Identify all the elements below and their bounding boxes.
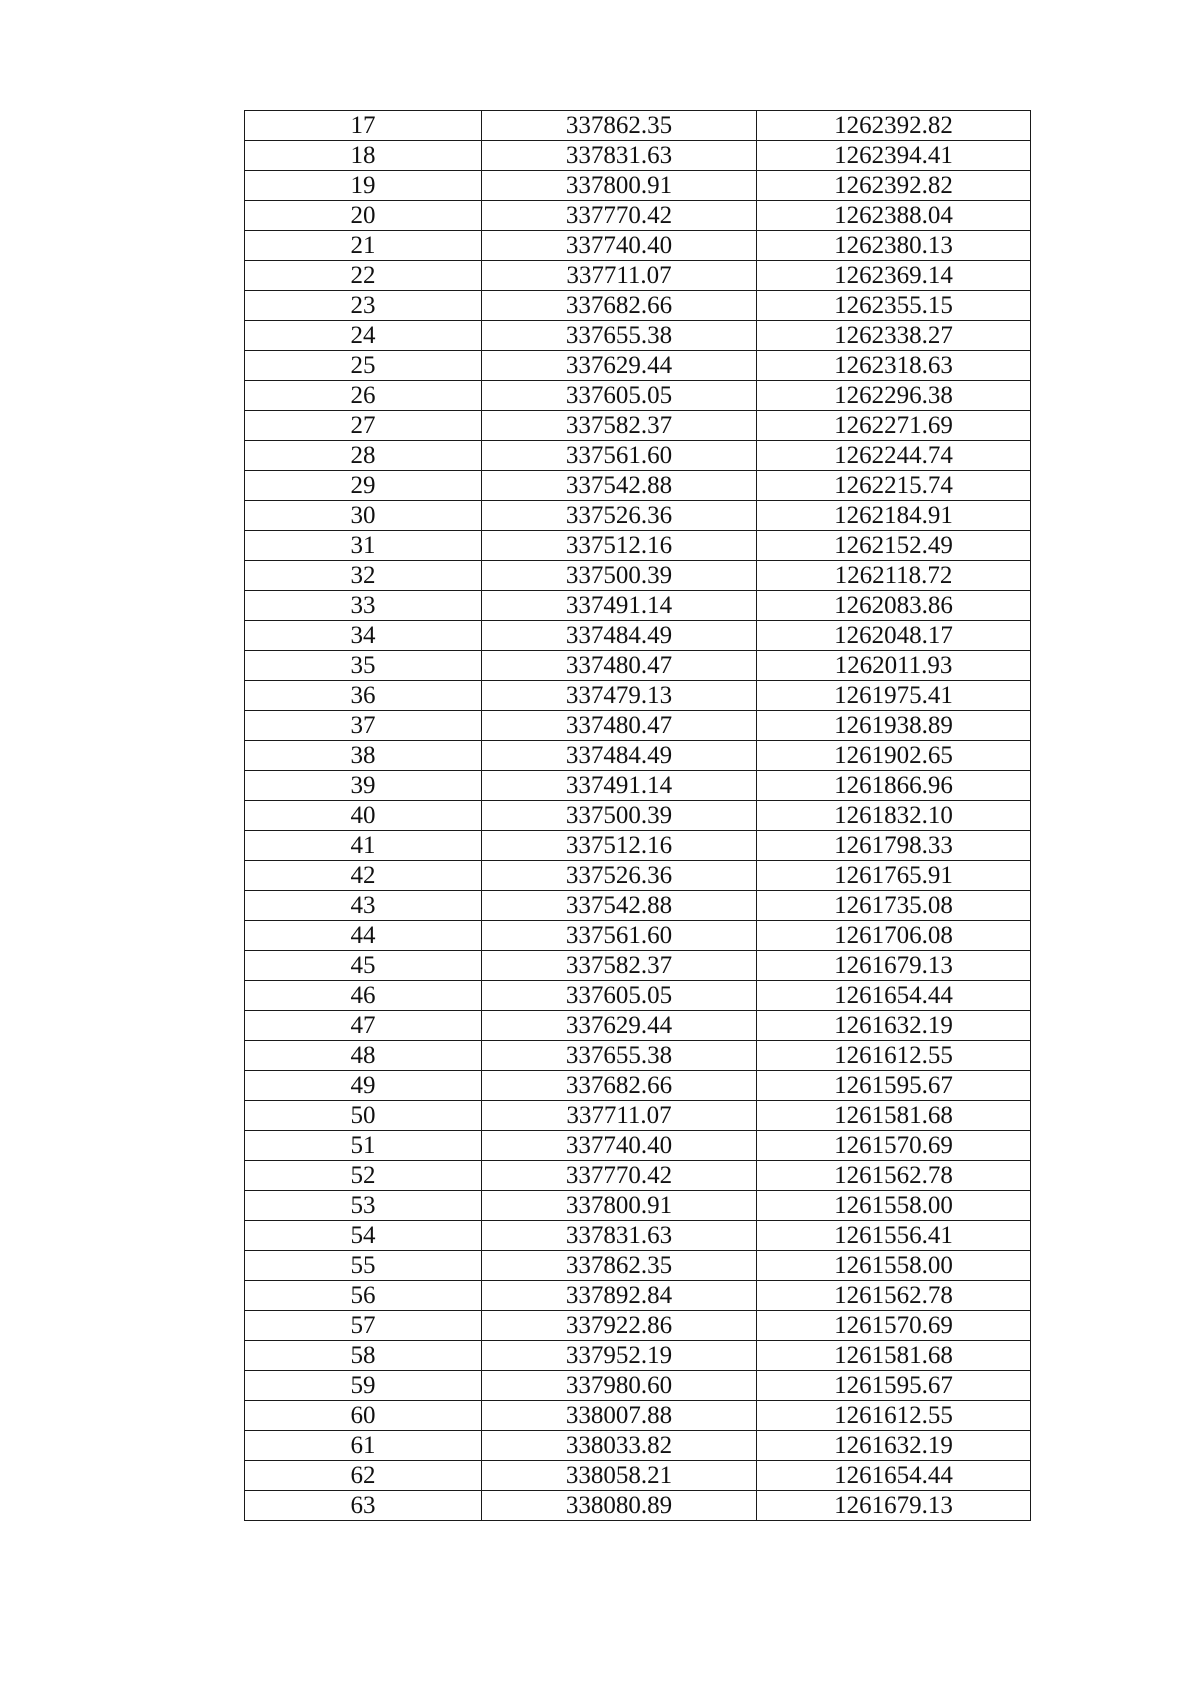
- table-row: [245, 561, 1031, 591]
- point-number-cell: 17: [245, 111, 482, 141]
- point-number-cell: 28: [245, 441, 482, 471]
- x-coordinate-cell: 338080.89: [482, 1491, 757, 1521]
- point-number-cell: 34: [245, 621, 482, 651]
- x-coordinate-cell: 337561.60: [482, 441, 757, 471]
- point-number-cell: 30: [245, 501, 482, 531]
- table-row: [245, 861, 1031, 891]
- table-row: [245, 831, 1031, 861]
- point-number-cell: 54: [245, 1221, 482, 1251]
- x-coordinate-cell: 337500.39: [482, 561, 757, 591]
- y-coordinate-cell: 1262048.17: [757, 621, 1031, 651]
- x-coordinate-cell: 337800.91: [482, 1191, 757, 1221]
- table-row: [245, 591, 1031, 621]
- table-row: [245, 1401, 1031, 1431]
- y-coordinate-cell: 1261798.33: [757, 831, 1031, 861]
- table-row: [245, 291, 1031, 321]
- y-coordinate-cell: 1261581.68: [757, 1101, 1031, 1131]
- point-number-cell: 38: [245, 741, 482, 771]
- point-number-cell: 18: [245, 141, 482, 171]
- y-coordinate-cell: 1262388.04: [757, 201, 1031, 231]
- table-row: [245, 1131, 1031, 1161]
- x-coordinate-cell: 337605.05: [482, 981, 757, 1011]
- point-number-cell: 53: [245, 1191, 482, 1221]
- table-row: [245, 741, 1031, 771]
- x-coordinate-cell: 337922.86: [482, 1311, 757, 1341]
- point-number-cell: 62: [245, 1461, 482, 1491]
- y-coordinate-cell: 1262152.49: [757, 531, 1031, 561]
- x-coordinate-cell: 337629.44: [482, 1011, 757, 1041]
- x-coordinate-cell: 337512.16: [482, 831, 757, 861]
- point-number-cell: 24: [245, 321, 482, 351]
- x-coordinate-cell: 337484.49: [482, 621, 757, 651]
- table-row: [245, 1071, 1031, 1101]
- x-coordinate-cell: 337711.07: [482, 1101, 757, 1131]
- x-coordinate-cell: 337892.84: [482, 1281, 757, 1311]
- y-coordinate-cell: 1261595.67: [757, 1371, 1031, 1401]
- point-number-cell: 23: [245, 291, 482, 321]
- table-row: [245, 951, 1031, 981]
- x-coordinate-cell: 337740.40: [482, 1131, 757, 1161]
- y-coordinate-cell: 1262380.13: [757, 231, 1031, 261]
- coordinate-table-body: [245, 111, 1031, 1521]
- x-coordinate-cell: 337542.88: [482, 891, 757, 921]
- y-coordinate-cell: 1261558.00: [757, 1251, 1031, 1281]
- x-coordinate-cell: 337980.60: [482, 1371, 757, 1401]
- table-row: [245, 111, 1031, 141]
- y-coordinate-cell: 1261581.68: [757, 1341, 1031, 1371]
- y-coordinate-cell: 1261612.55: [757, 1041, 1031, 1071]
- table-row: [245, 1461, 1031, 1491]
- point-number-cell: 61: [245, 1431, 482, 1461]
- point-number-cell: 29: [245, 471, 482, 501]
- point-number-cell: 57: [245, 1311, 482, 1341]
- table-row: [245, 681, 1031, 711]
- x-coordinate-cell: 337655.38: [482, 1041, 757, 1071]
- x-coordinate-cell: 337484.49: [482, 741, 757, 771]
- x-coordinate-cell: 338058.21: [482, 1461, 757, 1491]
- x-coordinate-cell: 337800.91: [482, 171, 757, 201]
- y-coordinate-cell: 1262394.41: [757, 141, 1031, 171]
- point-number-cell: 37: [245, 711, 482, 741]
- y-coordinate-cell: 1262083.86: [757, 591, 1031, 621]
- y-coordinate-cell: 1261612.55: [757, 1401, 1031, 1431]
- y-coordinate-cell: 1261654.44: [757, 1461, 1031, 1491]
- coordinate-table: [244, 110, 1031, 1521]
- y-coordinate-cell: 1262296.38: [757, 381, 1031, 411]
- point-number-cell: 27: [245, 411, 482, 441]
- x-coordinate-cell: 337512.16: [482, 531, 757, 561]
- x-coordinate-cell: 337682.66: [482, 1071, 757, 1101]
- point-number-cell: 33: [245, 591, 482, 621]
- x-coordinate-cell: 337682.66: [482, 291, 757, 321]
- point-number-cell: 49: [245, 1071, 482, 1101]
- x-coordinate-cell: 337831.63: [482, 141, 757, 171]
- point-number-cell: 45: [245, 951, 482, 981]
- y-coordinate-cell: 1261558.00: [757, 1191, 1031, 1221]
- y-coordinate-cell: 1261679.13: [757, 951, 1031, 981]
- x-coordinate-cell: 337770.42: [482, 201, 757, 231]
- y-coordinate-cell: 1261902.65: [757, 741, 1031, 771]
- table-row: [245, 1161, 1031, 1191]
- y-coordinate-cell: 1261570.69: [757, 1131, 1031, 1161]
- table-row: [245, 231, 1031, 261]
- table-row: [245, 141, 1031, 171]
- x-coordinate-cell: 337831.63: [482, 1221, 757, 1251]
- point-number-cell: 56: [245, 1281, 482, 1311]
- x-coordinate-cell: 337952.19: [482, 1341, 757, 1371]
- point-number-cell: 50: [245, 1101, 482, 1131]
- point-number-cell: 19: [245, 171, 482, 201]
- x-coordinate-cell: 337582.37: [482, 411, 757, 441]
- x-coordinate-cell: 337491.14: [482, 771, 757, 801]
- y-coordinate-cell: 1261866.96: [757, 771, 1031, 801]
- x-coordinate-cell: 337500.39: [482, 801, 757, 831]
- x-coordinate-cell: 337862.35: [482, 111, 757, 141]
- table-row: [245, 471, 1031, 501]
- y-coordinate-cell: 1261679.13: [757, 1491, 1031, 1521]
- y-coordinate-cell: 1261632.19: [757, 1431, 1031, 1461]
- x-coordinate-cell: 337479.13: [482, 681, 757, 711]
- x-coordinate-cell: 337862.35: [482, 1251, 757, 1281]
- point-number-cell: 46: [245, 981, 482, 1011]
- x-coordinate-cell: 337491.14: [482, 591, 757, 621]
- x-coordinate-cell: 338007.88: [482, 1401, 757, 1431]
- y-coordinate-cell: 1262184.91: [757, 501, 1031, 531]
- y-coordinate-cell: 1261556.41: [757, 1221, 1031, 1251]
- y-coordinate-cell: 1262118.72: [757, 561, 1031, 591]
- table-row: [245, 801, 1031, 831]
- y-coordinate-cell: 1261562.78: [757, 1281, 1031, 1311]
- y-coordinate-cell: 1261632.19: [757, 1011, 1031, 1041]
- table-row: [245, 351, 1031, 381]
- point-number-cell: 52: [245, 1161, 482, 1191]
- table-row: [245, 1191, 1031, 1221]
- y-coordinate-cell: 1262392.82: [757, 171, 1031, 201]
- table-row: [245, 771, 1031, 801]
- table-row: [245, 891, 1031, 921]
- point-number-cell: 63: [245, 1491, 482, 1521]
- x-coordinate-cell: 337711.07: [482, 261, 757, 291]
- point-number-cell: 55: [245, 1251, 482, 1281]
- table-row: [245, 261, 1031, 291]
- x-coordinate-cell: 337582.37: [482, 951, 757, 981]
- x-coordinate-cell: 338033.82: [482, 1431, 757, 1461]
- table-row: [245, 711, 1031, 741]
- table-row: [245, 531, 1031, 561]
- point-number-cell: 41: [245, 831, 482, 861]
- point-number-cell: 31: [245, 531, 482, 561]
- table-row: [245, 1491, 1031, 1521]
- point-number-cell: 35: [245, 651, 482, 681]
- point-number-cell: 60: [245, 1401, 482, 1431]
- point-number-cell: 44: [245, 921, 482, 951]
- y-coordinate-cell: 1262355.15: [757, 291, 1031, 321]
- y-coordinate-cell: 1261595.67: [757, 1071, 1031, 1101]
- x-coordinate-cell: 337480.47: [482, 711, 757, 741]
- point-number-cell: 39: [245, 771, 482, 801]
- y-coordinate-cell: 1262244.74: [757, 441, 1031, 471]
- table-row: [245, 381, 1031, 411]
- y-coordinate-cell: 1261832.10: [757, 801, 1031, 831]
- x-coordinate-cell: 337561.60: [482, 921, 757, 951]
- x-coordinate-cell: 337629.44: [482, 351, 757, 381]
- x-coordinate-cell: 337526.36: [482, 501, 757, 531]
- point-number-cell: 21: [245, 231, 482, 261]
- table-row: [245, 621, 1031, 651]
- table-row: [245, 1431, 1031, 1461]
- point-number-cell: 25: [245, 351, 482, 381]
- x-coordinate-cell: 337526.36: [482, 861, 757, 891]
- table-row: [245, 171, 1031, 201]
- y-coordinate-cell: 1261765.91: [757, 861, 1031, 891]
- point-number-cell: 51: [245, 1131, 482, 1161]
- point-number-cell: 59: [245, 1371, 482, 1401]
- point-number-cell: 26: [245, 381, 482, 411]
- x-coordinate-cell: 337740.40: [482, 231, 757, 261]
- x-coordinate-cell: 337770.42: [482, 1161, 757, 1191]
- point-number-cell: 40: [245, 801, 482, 831]
- table-row: [245, 1371, 1031, 1401]
- table-row: [245, 1311, 1031, 1341]
- point-number-cell: 22: [245, 261, 482, 291]
- table-row: [245, 1221, 1031, 1251]
- table-row: [245, 1341, 1031, 1371]
- table-row: [245, 201, 1031, 231]
- table-row: [245, 321, 1031, 351]
- y-coordinate-cell: 1262369.14: [757, 261, 1031, 291]
- y-coordinate-cell: 1261570.69: [757, 1311, 1031, 1341]
- point-number-cell: 58: [245, 1341, 482, 1371]
- table-row: [245, 441, 1031, 471]
- x-coordinate-cell: 337655.38: [482, 321, 757, 351]
- table-row: [245, 1101, 1031, 1131]
- table-row: [245, 981, 1031, 1011]
- y-coordinate-cell: 1262338.27: [757, 321, 1031, 351]
- point-number-cell: 42: [245, 861, 482, 891]
- point-number-cell: 48: [245, 1041, 482, 1071]
- x-coordinate-cell: 337542.88: [482, 471, 757, 501]
- y-coordinate-cell: 1262011.93: [757, 651, 1031, 681]
- x-coordinate-cell: 337605.05: [482, 381, 757, 411]
- table-row: [245, 501, 1031, 531]
- y-coordinate-cell: 1262215.74: [757, 471, 1031, 501]
- table-row: [245, 1281, 1031, 1311]
- point-number-cell: 32: [245, 561, 482, 591]
- table-row: [245, 921, 1031, 951]
- y-coordinate-cell: 1261562.78: [757, 1161, 1031, 1191]
- x-coordinate-cell: 337480.47: [482, 651, 757, 681]
- y-coordinate-cell: 1261735.08: [757, 891, 1031, 921]
- table-row: [245, 651, 1031, 681]
- table-row: [245, 1041, 1031, 1071]
- table-row: [245, 1251, 1031, 1281]
- y-coordinate-cell: 1261654.44: [757, 981, 1031, 1011]
- point-number-cell: 47: [245, 1011, 482, 1041]
- point-number-cell: 43: [245, 891, 482, 921]
- y-coordinate-cell: 1261706.08: [757, 921, 1031, 951]
- y-coordinate-cell: 1262392.82: [757, 111, 1031, 141]
- point-number-cell: 36: [245, 681, 482, 711]
- table-row: [245, 411, 1031, 441]
- point-number-cell: 20: [245, 201, 482, 231]
- y-coordinate-cell: 1262271.69: [757, 411, 1031, 441]
- y-coordinate-cell: 1261938.89: [757, 711, 1031, 741]
- table-row: [245, 1011, 1031, 1041]
- y-coordinate-cell: 1261975.41: [757, 681, 1031, 711]
- y-coordinate-cell: 1262318.63: [757, 351, 1031, 381]
